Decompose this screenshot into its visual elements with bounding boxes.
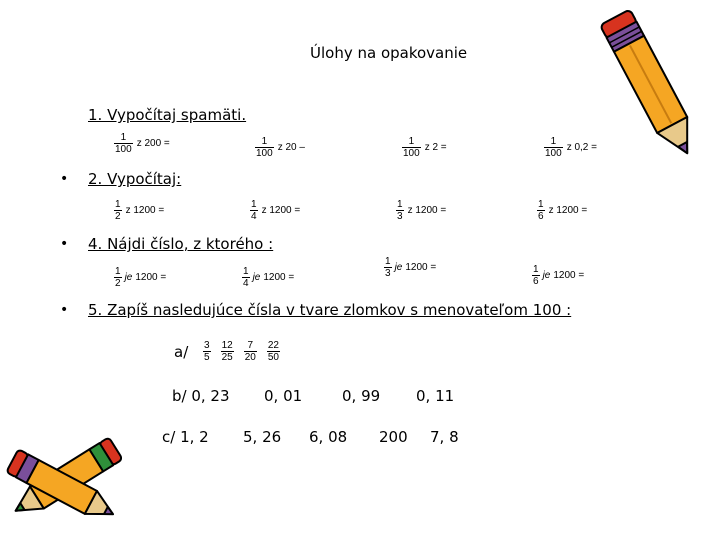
numerator: 1 [261,136,268,147]
bullet: • [60,236,69,252]
task5-heading: 5. Zapíš nasledujúce čísla v tvare zlomkov s menovateľom 100 : [88,301,572,319]
part-c-label: c/ 1, 2 [162,428,209,446]
part-c-value: 5, 26 [243,428,282,446]
expression: z 1200 = [407,205,447,216]
part-b-value: 0, 01 [264,387,303,405]
denominator: 2 [115,211,121,222]
numerator: 1 [550,136,557,147]
task1-heading: 1. Vypočítaj spamäti. [88,106,247,124]
denominator: 50 [267,352,279,363]
denominator: 3 [397,211,403,222]
numerator: 1 [385,256,391,267]
expression-prefix: je [124,272,133,283]
denominator: 2 [115,278,121,289]
numerator: 22 [267,340,279,351]
numerator: 3 [204,340,210,351]
task1-item-4 [544,136,597,159]
denominator: 100 [545,148,562,159]
denominator: 100 [403,148,420,159]
expression: 1200 = [553,270,585,281]
expression-prefix: je [252,272,261,283]
task1-item-2 [255,136,305,159]
bullet: • [60,302,69,318]
task4-item-3 [384,256,436,279]
expression-prefix: je [542,270,551,281]
task2-item-3 [396,199,446,222]
expression: z 1200 = [125,205,165,216]
task2-item-1 [114,199,164,222]
numerator: 7 [247,340,254,351]
expression: 1200 = [263,272,295,283]
part-a-fractions [203,340,283,363]
denominator: 5 [204,352,210,363]
numerator: 1 [243,266,249,277]
expression: z 200 = [136,138,170,149]
task4-heading: 4. Nájdi číslo, z ktorého : [88,235,274,253]
denominator: 100 [115,144,132,155]
denominator: 25 [221,352,233,363]
expression: z 1200 = [261,205,301,216]
task4-item-1 [114,266,166,289]
expression: z 1200 = [548,205,588,216]
expression-prefix: je [394,262,403,273]
task4-item-4 [532,264,584,287]
part-b-value: 0, 99 [342,387,381,405]
page-title: Úlohy na opakovanie [310,44,468,62]
numerator: 1 [538,199,544,210]
denominator: 100 [256,148,273,159]
expression: 1200 = [135,272,167,283]
task1-item-1 [114,132,170,155]
expression: z 0,2 = [566,142,597,153]
expression: z 2 = [424,142,447,153]
part-c-value: 6, 08 [309,428,348,446]
task1-item-3 [402,136,447,159]
numerator: 1 [408,136,415,147]
task2-item-2 [250,199,300,222]
denominator: 4 [251,211,257,222]
task4-item-2 [242,266,294,289]
numerator: 12 [221,340,233,351]
pencils-icon [2,425,137,537]
denominator: 3 [385,268,391,279]
part-c-value: 7, 8 [430,428,459,446]
part-a-label: a/ [174,343,189,361]
expression: 1200 = [405,262,437,273]
denominator: 4 [243,278,249,289]
denominator: 20 [244,352,256,363]
denominator: 6 [538,211,544,222]
numerator: 1 [533,264,539,275]
bullet: • [60,171,69,187]
expression: z 20 – [277,142,305,153]
part-b-value: 0, 11 [416,387,455,405]
numerator: 1 [115,266,121,277]
task2-item-4 [537,199,587,222]
denominator: 6 [533,276,539,287]
pencil-icon [595,2,710,172]
task2-heading: 2. Vypočítaj: [88,170,182,188]
numerator: 1 [397,199,403,210]
numerator: 1 [120,132,127,143]
numerator: 1 [251,199,257,210]
part-c-value: 200 [379,428,408,446]
numerator: 1 [115,199,121,210]
part-b-label: b/ 0, 23 [172,387,230,405]
